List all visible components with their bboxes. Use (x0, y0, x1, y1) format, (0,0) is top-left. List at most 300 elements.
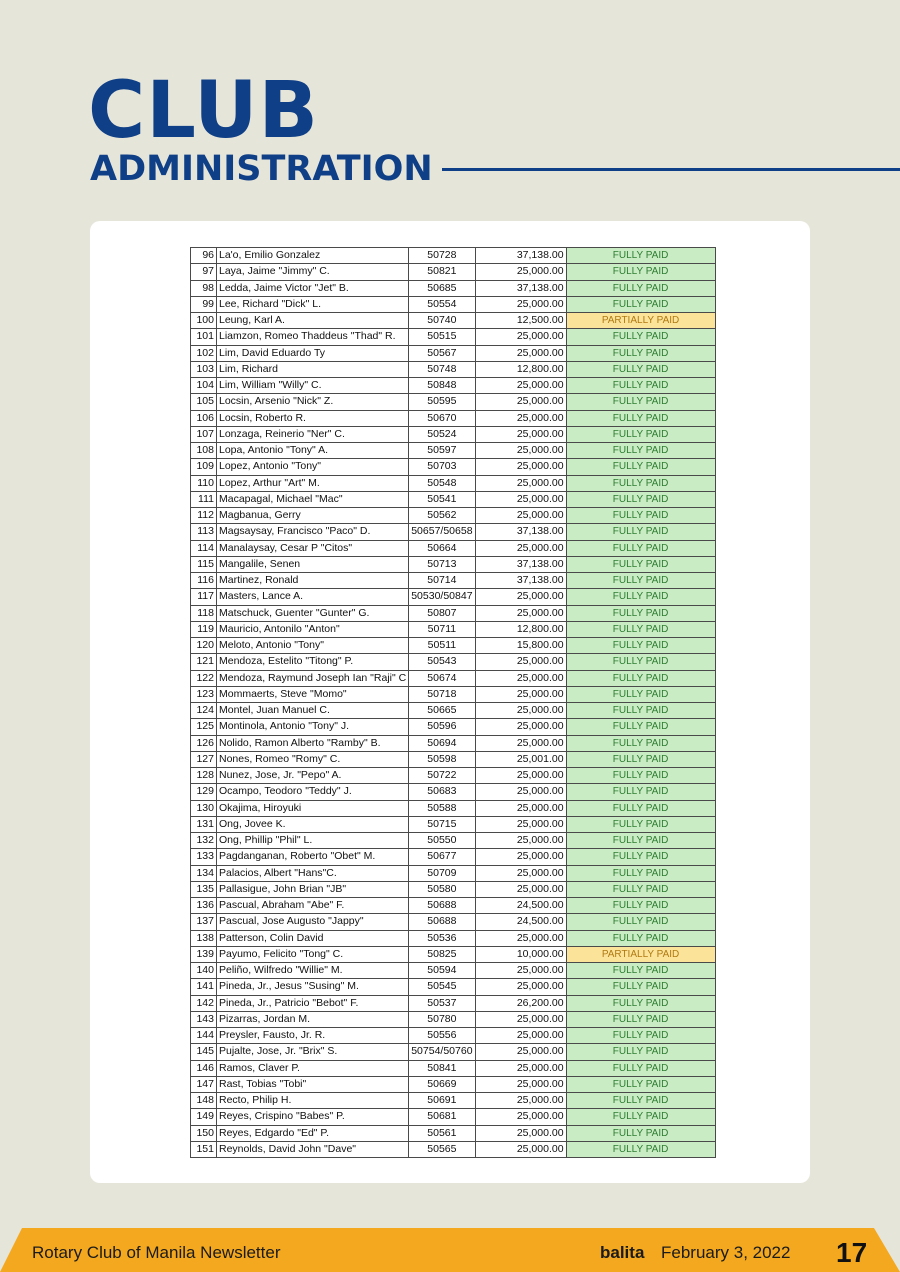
row-number: 96 (191, 248, 217, 264)
row-number: 128 (191, 768, 217, 784)
payment-status: FULLY PAID (566, 443, 715, 459)
table-row (191, 410, 716, 426)
row-number: 98 (191, 280, 217, 296)
table-row (191, 296, 716, 312)
row-number: 116 (191, 573, 217, 589)
payment-amount: 26,200.00 (475, 995, 566, 1011)
row-number: 107 (191, 426, 217, 442)
member-id: 50548 (409, 475, 475, 491)
member-id: 50530/50847 (409, 589, 475, 605)
member-name: Mommaerts, Steve "Momo" (217, 686, 409, 702)
member-name: Macapagal, Michael "Mac" (217, 491, 409, 507)
row-number: 99 (191, 296, 217, 312)
member-id: 50665 (409, 703, 475, 719)
row-number: 125 (191, 719, 217, 735)
member-name: Lopez, Antonio "Tony" (217, 459, 409, 475)
member-name: Masters, Lance A. (217, 589, 409, 605)
payment-status: FULLY PAID (566, 849, 715, 865)
payment-amount: 25,000.00 (475, 589, 566, 605)
row-number: 123 (191, 686, 217, 702)
member-id: 50713 (409, 556, 475, 572)
member-id: 50683 (409, 784, 475, 800)
payment-status: FULLY PAID (566, 930, 715, 946)
member-id: 50848 (409, 378, 475, 394)
member-id: 50688 (409, 914, 475, 930)
payment-amount: 25,000.00 (475, 784, 566, 800)
member-name: Mauricio, Antonilo "Anton" (217, 621, 409, 637)
table-row (191, 589, 716, 605)
payment-status: FULLY PAID (566, 751, 715, 767)
member-id: 50688 (409, 898, 475, 914)
member-id: 50703 (409, 459, 475, 475)
table-row (191, 784, 716, 800)
title-club: CLUB (88, 66, 319, 156)
row-number: 115 (191, 556, 217, 572)
row-number: 122 (191, 670, 217, 686)
payment-amount: 25,000.00 (475, 719, 566, 735)
table-row (191, 475, 716, 491)
row-number: 111 (191, 491, 217, 507)
row-number: 142 (191, 995, 217, 1011)
payment-status: FULLY PAID (566, 768, 715, 784)
payment-status: FULLY PAID (566, 638, 715, 654)
table-row (191, 833, 716, 849)
member-name: Pineda, Jr., Jesus "Susing" M. (217, 979, 409, 995)
payment-amount: 15,800.00 (475, 638, 566, 654)
member-name: Pascual, Abraham "Abe" F. (217, 898, 409, 914)
row-number: 119 (191, 621, 217, 637)
table-row (191, 345, 716, 361)
payment-status: FULLY PAID (566, 508, 715, 524)
member-name: Nolido, Ramon Alberto "Ramby" B. (217, 735, 409, 751)
member-name: Ledda, Jaime Victor "Jet" B. (217, 280, 409, 296)
payment-amount: 12,800.00 (475, 361, 566, 377)
table-row (191, 280, 716, 296)
payment-status: FULLY PAID (566, 816, 715, 832)
table-row (191, 329, 716, 345)
row-number: 138 (191, 930, 217, 946)
member-id: 50740 (409, 313, 475, 329)
table-row (191, 768, 716, 784)
row-number: 126 (191, 735, 217, 751)
member-name: Pineda, Jr., Patricio "Bebot" F. (217, 995, 409, 1011)
member-name: Pujalte, Jose, Jr. "Brix" S. (217, 1044, 409, 1060)
member-name: Peliño, Wilfredo "Willie" M. (217, 963, 409, 979)
payment-amount: 25,000.00 (475, 1011, 566, 1027)
member-name: Reyes, Crispino "Babes" P. (217, 1109, 409, 1125)
table-row (191, 621, 716, 637)
payment-status: FULLY PAID (566, 426, 715, 442)
row-number: 129 (191, 784, 217, 800)
member-id: 50670 (409, 410, 475, 426)
table-row (191, 816, 716, 832)
member-name: Rast, Tobias "Tobi" (217, 1076, 409, 1092)
table-row (191, 686, 716, 702)
row-number: 120 (191, 638, 217, 654)
payment-amount: 25,000.00 (475, 443, 566, 459)
member-id: 50536 (409, 930, 475, 946)
table-row (191, 719, 716, 735)
member-id: 50562 (409, 508, 475, 524)
payment-status: FULLY PAID (566, 621, 715, 637)
payment-amount: 25,000.00 (475, 800, 566, 816)
payment-amount: 25,000.00 (475, 930, 566, 946)
row-number: 114 (191, 540, 217, 556)
payment-table-card (90, 221, 810, 1183)
payment-status: FULLY PAID (566, 589, 715, 605)
payment-table-body (191, 248, 716, 1158)
member-id: 50807 (409, 605, 475, 621)
member-name: Lim, William "Willy" C. (217, 378, 409, 394)
payment-amount: 37,138.00 (475, 573, 566, 589)
payment-amount: 25,000.00 (475, 816, 566, 832)
table-row (191, 800, 716, 816)
member-name: Locsin, Roberto R. (217, 410, 409, 426)
row-number: 146 (191, 1060, 217, 1076)
member-name: Reynolds, David John "Dave" (217, 1141, 409, 1157)
table-row (191, 313, 716, 329)
payment-amount: 25,000.00 (475, 1141, 566, 1157)
row-number: 108 (191, 443, 217, 459)
member-id: 50722 (409, 768, 475, 784)
payment-amount: 12,500.00 (475, 313, 566, 329)
row-number: 137 (191, 914, 217, 930)
payment-amount: 12,800.00 (475, 621, 566, 637)
row-number: 118 (191, 605, 217, 621)
payment-amount: 25,001.00 (475, 751, 566, 767)
table-row (191, 508, 716, 524)
row-number: 143 (191, 1011, 217, 1027)
payment-status: FULLY PAID (566, 1028, 715, 1044)
member-id: 50550 (409, 833, 475, 849)
payment-status: FULLY PAID (566, 248, 715, 264)
member-id: 50567 (409, 345, 475, 361)
table-row (191, 394, 716, 410)
row-number: 127 (191, 751, 217, 767)
table-row (191, 1028, 716, 1044)
payment-status: FULLY PAID (566, 963, 715, 979)
payment-amount: 25,000.00 (475, 426, 566, 442)
payment-amount: 37,138.00 (475, 280, 566, 296)
table-row (191, 443, 716, 459)
member-name: Patterson, Colin David (217, 930, 409, 946)
member-name: Pascual, Jose Augusto "Jappy" (217, 914, 409, 930)
member-name: Payumo, Felicito "Tong" C. (217, 946, 409, 962)
payment-status: FULLY PAID (566, 1109, 715, 1125)
table-row (191, 670, 716, 686)
member-name: Locsin, Arsenio "Nick" Z. (217, 394, 409, 410)
member-id: 50694 (409, 735, 475, 751)
table-row (191, 1093, 716, 1109)
row-number: 100 (191, 313, 217, 329)
payment-amount: 25,000.00 (475, 540, 566, 556)
member-id: 50825 (409, 946, 475, 962)
member-id: 50780 (409, 1011, 475, 1027)
payment-amount: 37,138.00 (475, 556, 566, 572)
member-id: 50669 (409, 1076, 475, 1092)
member-name: Meloto, Antonio "Tony" (217, 638, 409, 654)
payment-status: FULLY PAID (566, 1044, 715, 1060)
member-name: Manalaysay, Cesar P "Citos" (217, 540, 409, 556)
member-id: 50580 (409, 881, 475, 897)
payment-status: FULLY PAID (566, 378, 715, 394)
row-number: 139 (191, 946, 217, 962)
payment-amount: 25,000.00 (475, 963, 566, 979)
table-row (191, 540, 716, 556)
payment-status: FULLY PAID (566, 1011, 715, 1027)
payment-status: FULLY PAID (566, 475, 715, 491)
payment-amount: 25,000.00 (475, 735, 566, 751)
member-name: Lopa, Antonio "Tony" A. (217, 443, 409, 459)
payment-status: FULLY PAID (566, 280, 715, 296)
payment-status: FULLY PAID (566, 410, 715, 426)
member-id: 50554 (409, 296, 475, 312)
member-id: 50754/50760 (409, 1044, 475, 1060)
member-name: Martinez, Ronald (217, 573, 409, 589)
payment-amount: 25,000.00 (475, 394, 566, 410)
payment-status: FULLY PAID (566, 979, 715, 995)
member-id: 50598 (409, 751, 475, 767)
row-number: 133 (191, 849, 217, 865)
row-number: 113 (191, 524, 217, 540)
payment-amount: 25,000.00 (475, 865, 566, 881)
table-row (191, 248, 716, 264)
payment-amount: 25,000.00 (475, 296, 566, 312)
row-number: 145 (191, 1044, 217, 1060)
member-id: 50511 (409, 638, 475, 654)
member-name: Mendoza, Estelito "Titong" P. (217, 654, 409, 670)
member-name: Nunez, Jose, Jr. "Pepo" A. (217, 768, 409, 784)
payment-amount: 25,000.00 (475, 979, 566, 995)
member-id: 50594 (409, 963, 475, 979)
payment-status: FULLY PAID (566, 556, 715, 572)
member-name: Nones, Romeo "Romy" C. (217, 751, 409, 767)
member-name: Ong, Phillip "Phil" L. (217, 833, 409, 849)
table-row (191, 1060, 716, 1076)
member-name: Okajima, Hiroyuki (217, 800, 409, 816)
member-name: Montel, Juan Manuel C. (217, 703, 409, 719)
row-number: 130 (191, 800, 217, 816)
row-number: 141 (191, 979, 217, 995)
payment-status: PARTIALLY PAID (566, 946, 715, 962)
member-name: Mangalile, Senen (217, 556, 409, 572)
table-row (191, 1044, 716, 1060)
payment-amount: 25,000.00 (475, 1109, 566, 1125)
table-row (191, 524, 716, 540)
table-row (191, 881, 716, 897)
row-number: 131 (191, 816, 217, 832)
payment-status: FULLY PAID (566, 296, 715, 312)
row-number: 106 (191, 410, 217, 426)
row-number: 149 (191, 1109, 217, 1125)
payment-amount: 25,000.00 (475, 703, 566, 719)
table-row (191, 1011, 716, 1027)
payment-status: FULLY PAID (566, 1060, 715, 1076)
table-row (191, 264, 716, 280)
member-name: Matschuck, Guenter "Gunter" G. (217, 605, 409, 621)
payment-status: PARTIALLY PAID (566, 313, 715, 329)
member-name: Lopez, Arthur "Art" M. (217, 475, 409, 491)
payment-status: FULLY PAID (566, 491, 715, 507)
member-id: 50597 (409, 443, 475, 459)
member-name: Ocampo, Teodoro "Teddy" J. (217, 784, 409, 800)
row-number: 135 (191, 881, 217, 897)
row-number: 112 (191, 508, 217, 524)
payment-status: FULLY PAID (566, 995, 715, 1011)
payment-amount: 25,000.00 (475, 881, 566, 897)
payment-status: FULLY PAID (566, 833, 715, 849)
payment-status: FULLY PAID (566, 784, 715, 800)
row-number: 148 (191, 1093, 217, 1109)
payment-status: FULLY PAID (566, 654, 715, 670)
payment-status: FULLY PAID (566, 735, 715, 751)
title-divider-line (442, 168, 900, 171)
member-id: 50543 (409, 654, 475, 670)
payment-amount: 25,000.00 (475, 508, 566, 524)
table-row (191, 914, 716, 930)
row-number: 134 (191, 865, 217, 881)
row-number: 124 (191, 703, 217, 719)
payment-amount: 25,000.00 (475, 329, 566, 345)
payment-status: FULLY PAID (566, 865, 715, 881)
payment-status: FULLY PAID (566, 540, 715, 556)
member-id: 50524 (409, 426, 475, 442)
row-number: 97 (191, 264, 217, 280)
row-number: 144 (191, 1028, 217, 1044)
payment-status: FULLY PAID (566, 345, 715, 361)
member-name: La'o, Emilio Gonzalez (217, 248, 409, 264)
member-name: Pallasigue, John Brian "JB" (217, 881, 409, 897)
payment-status: FULLY PAID (566, 264, 715, 280)
table-row (191, 1076, 716, 1092)
payment-status: FULLY PAID (566, 719, 715, 735)
payment-status: FULLY PAID (566, 361, 715, 377)
payment-status: FULLY PAID (566, 1076, 715, 1092)
table-row (191, 995, 716, 1011)
member-id: 50841 (409, 1060, 475, 1076)
member-id: 50714 (409, 573, 475, 589)
member-name: Magbanua, Gerry (217, 508, 409, 524)
row-number: 121 (191, 654, 217, 670)
title-administration: ADMINISTRATION (90, 149, 433, 189)
member-id: 50709 (409, 865, 475, 881)
row-number: 103 (191, 361, 217, 377)
table-row (191, 638, 716, 654)
member-name: Laya, Jaime "Jimmy" C. (217, 264, 409, 280)
member-id: 50515 (409, 329, 475, 345)
payment-amount: 25,000.00 (475, 670, 566, 686)
member-name: Lim, Richard (217, 361, 409, 377)
payment-status: FULLY PAID (566, 573, 715, 589)
payment-amount: 24,500.00 (475, 914, 566, 930)
member-name: Montinola, Antonio "Tony" J. (217, 719, 409, 735)
payment-amount: 25,000.00 (475, 1060, 566, 1076)
member-id: 50556 (409, 1028, 475, 1044)
member-id: 50715 (409, 816, 475, 832)
payment-amount: 25,000.00 (475, 605, 566, 621)
member-name: Lonzaga, Reinerio "Ner" C. (217, 426, 409, 442)
member-name: Ong, Jovee K. (217, 816, 409, 832)
table-row (191, 1125, 716, 1141)
member-id: 50588 (409, 800, 475, 816)
member-name: Pagdanganan, Roberto "Obet" M. (217, 849, 409, 865)
payment-status: FULLY PAID (566, 703, 715, 719)
payment-amount: 25,000.00 (475, 459, 566, 475)
payment-status: FULLY PAID (566, 1125, 715, 1141)
member-name: Pizarras, Jordan M. (217, 1011, 409, 1027)
table-row (191, 946, 716, 962)
member-id: 50595 (409, 394, 475, 410)
member-id: 50748 (409, 361, 475, 377)
payment-amount: 25,000.00 (475, 475, 566, 491)
payment-status: FULLY PAID (566, 800, 715, 816)
member-name: Palacios, Albert "Hans"C. (217, 865, 409, 881)
payment-amount: 25,000.00 (475, 264, 566, 280)
row-number: 150 (191, 1125, 217, 1141)
payment-status: FULLY PAID (566, 1141, 715, 1157)
member-name: Liamzon, Romeo Thaddeus "Thad" R. (217, 329, 409, 345)
row-number: 102 (191, 345, 217, 361)
member-name: Recto, Philip H. (217, 1093, 409, 1109)
row-number: 101 (191, 329, 217, 345)
table-row (191, 378, 716, 394)
member-name: Leung, Karl A. (217, 313, 409, 329)
payment-amount: 25,000.00 (475, 491, 566, 507)
member-name: Preysler, Fausto, Jr. R. (217, 1028, 409, 1044)
member-id: 50674 (409, 670, 475, 686)
payment-amount: 10,000.00 (475, 946, 566, 962)
payment-amount: 37,138.00 (475, 248, 566, 264)
member-name: Ramos, Claver P. (217, 1060, 409, 1076)
row-number: 147 (191, 1076, 217, 1092)
member-name: Lim, David Eduardo Ty (217, 345, 409, 361)
footer-publication: Rotary Club of Manila Newsletter (32, 1243, 281, 1262)
member-name: Lee, Richard "Dick" L. (217, 296, 409, 312)
member-id: 50664 (409, 540, 475, 556)
footer-date: February 3, 2022 (661, 1243, 791, 1262)
footer-brand: balita (600, 1243, 645, 1262)
payment-amount: 25,000.00 (475, 833, 566, 849)
table-row (191, 849, 716, 865)
table-row (191, 703, 716, 719)
page-number: 17 (836, 1237, 868, 1268)
payment-amount: 25,000.00 (475, 1028, 566, 1044)
member-name: Reyes, Edgardo "Ed" P. (217, 1125, 409, 1141)
payment-status: FULLY PAID (566, 605, 715, 621)
member-name: Mendoza, Raymund Joseph Ian "Raji" C (217, 670, 409, 686)
member-id: 50596 (409, 719, 475, 735)
table-row (191, 1109, 716, 1125)
row-number: 136 (191, 898, 217, 914)
member-name: Magsaysay, Francisco "Paco" D. (217, 524, 409, 540)
payment-status: FULLY PAID (566, 459, 715, 475)
row-number: 151 (191, 1141, 217, 1157)
payment-amount: 25,000.00 (475, 686, 566, 702)
payment-amount: 25,000.00 (475, 345, 566, 361)
table-row (191, 605, 716, 621)
member-id: 50728 (409, 248, 475, 264)
payment-status: FULLY PAID (566, 524, 715, 540)
payment-amount: 25,000.00 (475, 1076, 566, 1092)
member-id: 50657/50658 (409, 524, 475, 540)
payment-amount: 25,000.00 (475, 768, 566, 784)
payment-amount: 25,000.00 (475, 1093, 566, 1109)
table-row (191, 865, 716, 881)
member-id: 50821 (409, 264, 475, 280)
member-id: 50711 (409, 621, 475, 637)
member-id: 50561 (409, 1125, 475, 1141)
payment-amount: 24,500.00 (475, 898, 566, 914)
